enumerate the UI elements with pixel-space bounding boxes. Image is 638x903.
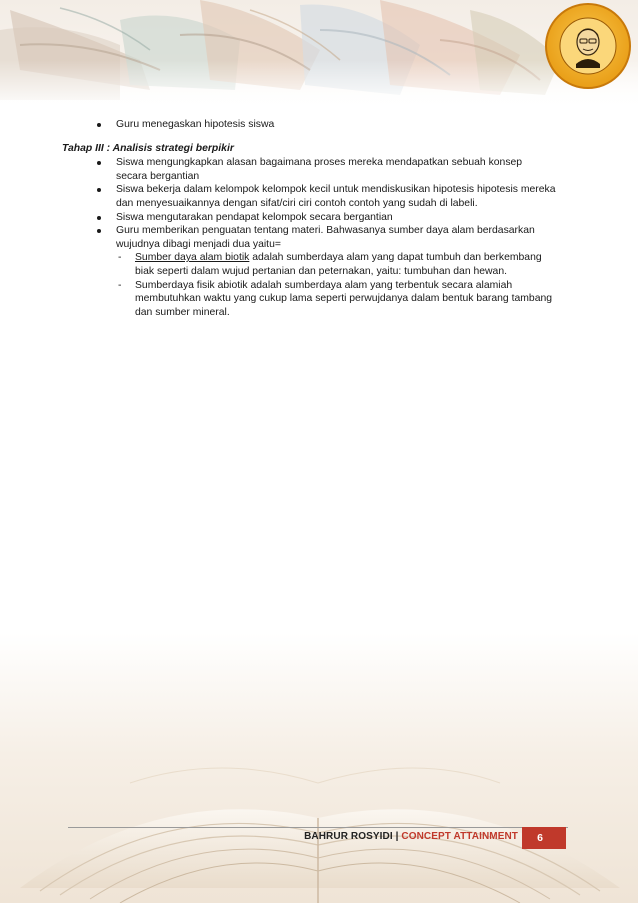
footer-caption — [304, 831, 518, 842]
author-logo — [544, 2, 632, 90]
list-item — [78, 156, 556, 183]
page-number: 6 — [522, 827, 566, 849]
dash-marker: - — [118, 279, 122, 291]
footer-author: BAHRUR ROSYIDI — [304, 831, 393, 842]
footer-title: CONCEPT ATTAINMENT — [401, 831, 518, 842]
list-item — [78, 224, 556, 251]
bullet-text: Siswa mengungkapkan alasan bagaimana proses mereka mendapatkan sebuah konsep secara bergantian — [116, 157, 523, 182]
bullet-icon — [97, 161, 101, 165]
bullet-text: Guru menegaskan hipotesis siswa — [116, 119, 275, 130]
list-item — [78, 118, 556, 132]
page-footer — [68, 827, 568, 851]
bullet-icon — [97, 123, 101, 127]
section-heading: Tahap III : Analisis strategi berpikir — [62, 142, 234, 154]
sub-item-text: Sumberdaya fisik abiotik adalah sumberdaya alam yang terbentuk secara alamiah membutuhkan waktu yang cukup lama seperti perwujdanya dalam bentuk barang tambang dan sumber mineral. — [135, 279, 553, 318]
bullet-icon — [97, 216, 101, 220]
list-item — [78, 183, 556, 210]
bullet-text: Siswa bekerja dalam kelompok kelompok kecil untuk mendiskusikan hipotesis hipotesis mereka dan menyesuaikannya dengan sifat/ciri ciri contoh contoh yang sudah di labeli. — [116, 184, 556, 209]
dash-marker: - — [118, 252, 122, 264]
footer-divider — [68, 827, 568, 828]
sub-list-item — [78, 279, 556, 320]
bullet-icon — [97, 229, 101, 233]
header-books-illustration — [0, 0, 638, 110]
document-body — [62, 118, 556, 319]
bullet-text: Siswa mengutarakan pendapat kelompok secara bergantian — [116, 211, 393, 223]
list-item — [78, 211, 556, 225]
underlined-term: Sumber daya alam biotik — [135, 252, 250, 264]
sub-item-text: adalah sumberdaya alam yang dapat tumbuh dan berkembang biak seperti dalam wujud pertanian dan peternakan, yaitu: tumbuhan dan hewan. — [135, 252, 542, 277]
sub-list-item — [78, 251, 556, 278]
footer-open-book-illustration — [0, 633, 638, 903]
bullet-icon — [97, 188, 101, 192]
bullet-text: Guru memberikan penguatan tentang materi. Bahwasanya sumber daya alam berdasarkan wujudnya dibagi menjadi dua yaitu= — [116, 225, 535, 250]
footer-separator: | — [392, 831, 402, 842]
